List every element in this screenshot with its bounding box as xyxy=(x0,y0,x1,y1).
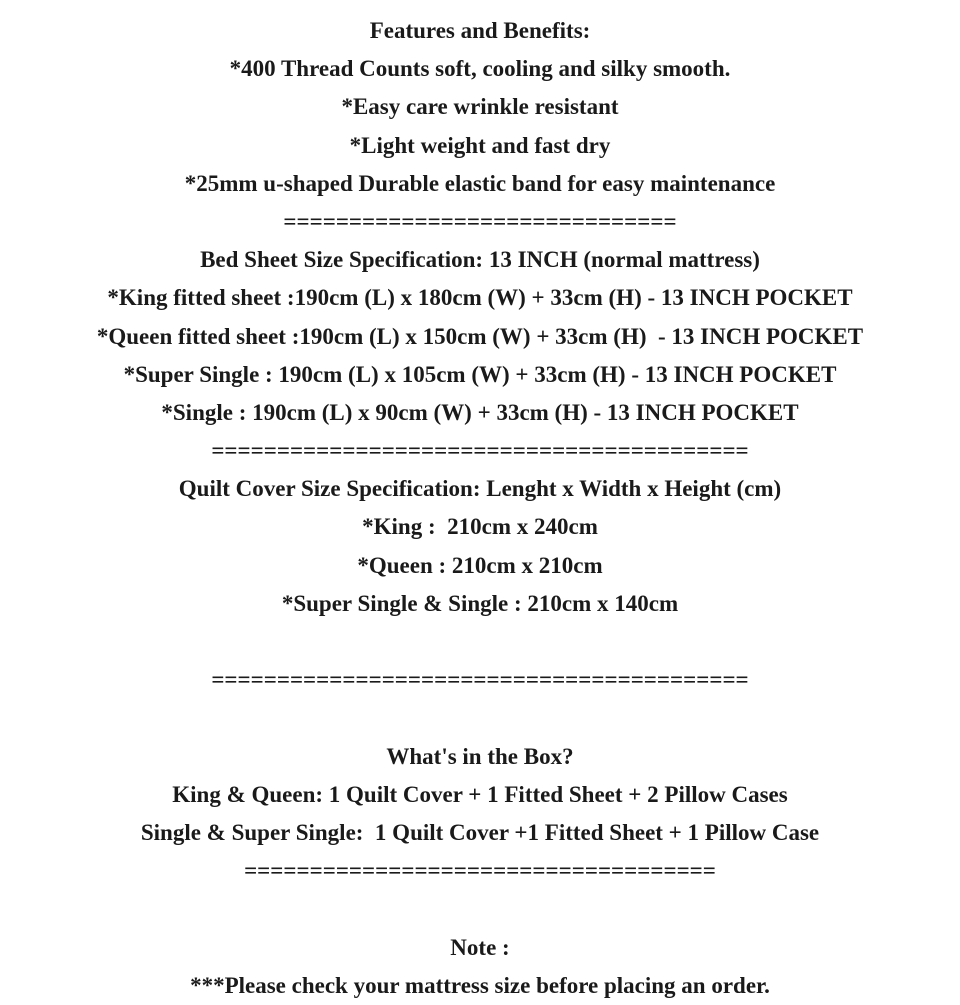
spacer xyxy=(0,890,960,928)
bed-sheet-item: *Single : 190cm (L) x 90cm (W) + 33cm (H) - 13 INCH POCKET xyxy=(161,399,799,425)
box-contents-section xyxy=(0,738,960,853)
quilt-cover-section xyxy=(0,470,960,623)
features-section xyxy=(0,12,960,203)
divider: ========================================= xyxy=(211,438,749,464)
note-text: ***Please check your mattress size before placing an order. xyxy=(190,972,770,998)
bed-sheet-heading: Bed Sheet Size Specification: 13 INCH (normal mattress) xyxy=(200,247,760,273)
divider: ==================================== xyxy=(244,858,716,884)
feature-item: *Easy care wrinkle resistant xyxy=(341,94,619,120)
bed-sheet-item: *Queen fitted sheet :190cm (L) x 150cm (W) + 33cm (H) - 13 INCH POCKET xyxy=(96,323,864,349)
quilt-cover-item: *King : 210cm x 240cm xyxy=(362,514,598,540)
spacer xyxy=(0,699,960,737)
quilt-cover-item: *Super Single & Single : 210cm x 140cm xyxy=(281,590,679,616)
box-heading: What's in the Box? xyxy=(386,743,574,769)
bed-sheet-item: *King fitted sheet :190cm (L) x 180cm (W) + 33cm (H) - 13 INCH POCKET xyxy=(107,285,853,311)
bed-sheet-item: *Super Single : 190cm (L) x 105cm (W) + 33cm (H) - 13 INCH POCKET xyxy=(123,361,837,387)
quilt-cover-heading: Quilt Cover Size Specification: Lenght x Width x Height (cm) xyxy=(178,476,782,502)
bed-sheet-section xyxy=(0,241,960,432)
note-section xyxy=(0,929,960,1005)
divider: ============================== xyxy=(283,208,677,234)
feature-item: *400 Thread Counts soft, cooling and silky smooth. xyxy=(229,56,731,82)
box-item: Single & Super Single: 1 Quilt Cover +1 Fitted Sheet + 1 Pillow Case xyxy=(140,819,820,845)
feature-item: *25mm u-shaped Durable elastic band for easy maintenance xyxy=(184,170,776,196)
feature-item: *Light weight and fast dry xyxy=(349,132,611,158)
box-item: King & Queen: 1 Quilt Cover + 1 Fitted Sheet + 2 Pillow Cases xyxy=(172,781,788,807)
spacer xyxy=(0,623,960,661)
product-description xyxy=(0,12,960,1005)
divider: ========================================= xyxy=(211,667,749,693)
quilt-cover-item: *Queen : 210cm x 210cm xyxy=(357,552,603,578)
features-heading: Features and Benefits: xyxy=(369,18,591,43)
note-heading: Note : xyxy=(450,934,510,960)
